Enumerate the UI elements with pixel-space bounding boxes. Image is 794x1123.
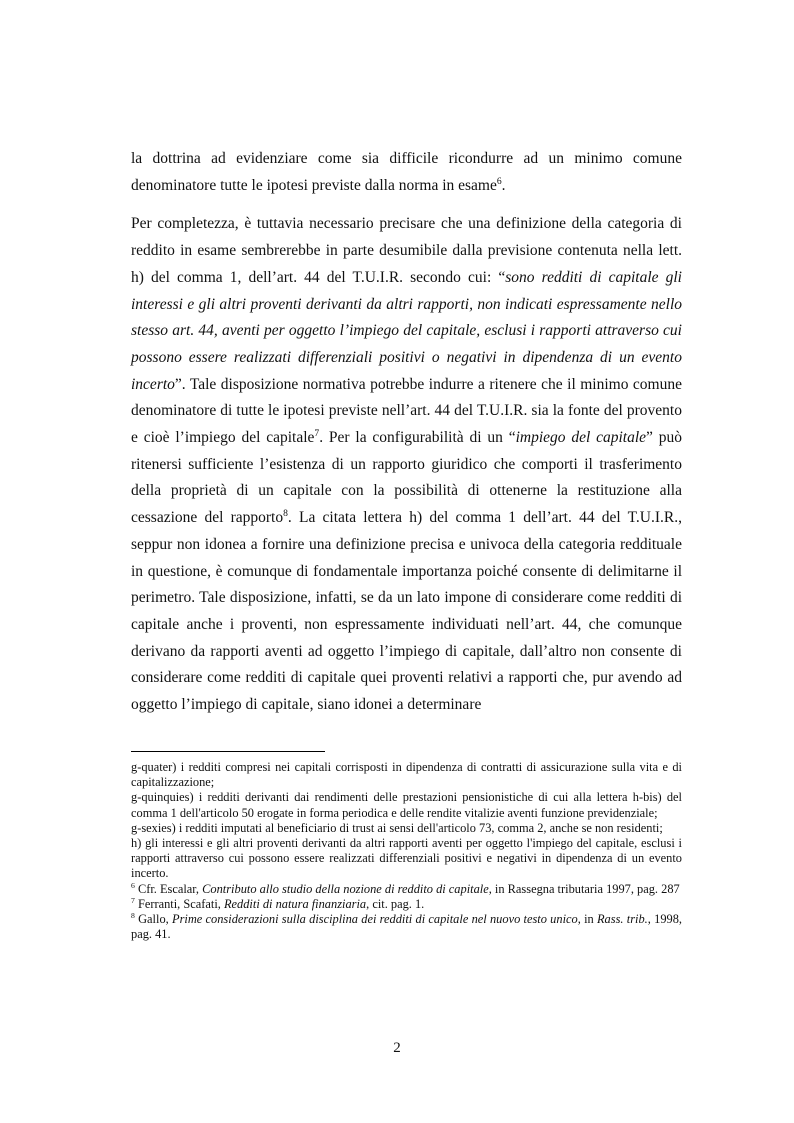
quoted-law-text: sono redditi di capitale gli interessi e gli altri proventi derivanti da altri rapporti, non indicati espressamente nello stesso art. 44, aventi per oggetto l’impiego del capitale, esclusi i rapporti attraverso cui possono essere realizzati differenziali positivi o negativi in dipendenza di un evento incerto — [131, 268, 682, 393]
footnote-6 — [131, 882, 682, 897]
text-run: . Per la configurabilità di un “ — [319, 429, 516, 447]
footnote-ref-8[interactable]: 8 — [283, 507, 288, 519]
footnote-continuation: h) gli interessi e gli altri proventi derivanti da altri rapporti aventi per oggetto l'impiego del capitale, esclusi i rapporti attraverso cui possono essere realizzati differenziali positivi e negativi in dipendenza di un evento incerto. — [131, 836, 682, 881]
paragraph-1 — [131, 146, 682, 199]
text-run: Ferranti, Scafati, — [134, 896, 224, 911]
footnote-ref-7[interactable]: 7 — [314, 427, 320, 439]
paragraph-2 — [131, 211, 682, 718]
journal-name: Rass. trib. — [596, 912, 648, 927]
text-run: , 1998, pag. 41. — [131, 912, 683, 942]
footnote-ref-6[interactable]: 6 — [496, 175, 502, 187]
text-run: , in — [577, 912, 597, 927]
footnote-continuation: g-sexies) i redditi imputati al beneficiario di trust ai sensi dell'articolo 73, comma 2, anche se non residenti; — [131, 820, 663, 835]
footnote-number: 6 — [131, 880, 135, 890]
text-run: , in Rassegna tributaria 1997, pag. 287 — [488, 881, 680, 896]
citation-title: Redditi di natura finanziaria — [223, 896, 367, 911]
text-run: Cfr. Escalar, — [134, 881, 203, 896]
text-run: la dottrina ad evidenziare come sia difficile ricondurre ad un minimo comune denominatore tutte le ipotesi previste dalla norma in esame — [131, 150, 682, 194]
text-run: Per completezza, è tuttavia necessario precisare che una definizione della categoria di reddito in esame sembrerebbe in parte desumibile dalla previsione contenuta nella lett. h) del comma 1, dell’art. 44 del T.U.I.R. secondo cui: “ — [131, 215, 682, 286]
citation-title: Contributo allo studio della nozione di reddito di capitale — [202, 881, 489, 896]
text-run: ”. Tale disposizione normativa potrebbe indurre a ritenere che il minimo comune denominatore di tutte le ipotesi previste nell’art. 44 del T.U.I.R. sia la fonte del provento e cioè l’impiego del capitale — [131, 375, 682, 447]
footnotes — [131, 760, 682, 942]
footnote-continuation: g-quater) i redditi compresi nei capitali corrisposti in dipendenza di contratti di assicurazione sulla vita e di capitalizzazione; — [131, 760, 682, 790]
citation-title: Prime considerazioni sulla disciplina dei redditi di capitale nel nuovo testo unico — [172, 912, 578, 927]
footnote-separator — [131, 751, 325, 752]
text-run: ” può ritenersi sufficiente l’esistenza di un rapporto giuridico che comporti il trasferimento della proprietà di un capitale con la possibilità di ottenerne la restituzione alla cessazione del rapporto — [131, 429, 683, 527]
main-text — [131, 146, 682, 719]
emphasis-text: impiego del capitale — [515, 429, 647, 447]
text-run: . — [501, 176, 506, 194]
footnote-number: 8 — [131, 910, 135, 920]
text-run: , cit. pag. 1. — [366, 896, 425, 911]
footnote-7 — [131, 897, 682, 912]
page-number: 2 — [393, 1040, 401, 1056]
footnote-8 — [131, 912, 682, 942]
footnote-number: 7 — [131, 895, 135, 905]
text-run: . La citata lettera h) del comma 1 dell’art. 44 del T.U.I.R., seppur non idonea a fornire una definizione precisa e univoca della categoria reddituale in questione, è comunque di fondamentale importanza poiché consente di delimitarne il perimetro. Tale disposizione, infatti, se da un lato impone di considerare come redditi di capitale anche i proventi, non espressamente individuati nell’art. 44, che comunque derivano da rapporti aventi ad oggetto l’impiego di capitale, dall’altro non consente di considerare come redditi di capitale quei proventi relativi a rapporti che, pur avendo ad oggetto l’impiego di capitale, siano idonei a determinare — [131, 509, 683, 714]
text-run: Gallo, — [134, 912, 172, 927]
footnote-continuation: g-quinquies) i redditi derivanti dai rendimenti delle prestazioni pensionistiche di cui alla lettera h-bis) del comma 1 dell'articolo 50 erogate in forma periodica e delle rendite vitalizie aventi funzione previdenziale; — [131, 790, 682, 820]
